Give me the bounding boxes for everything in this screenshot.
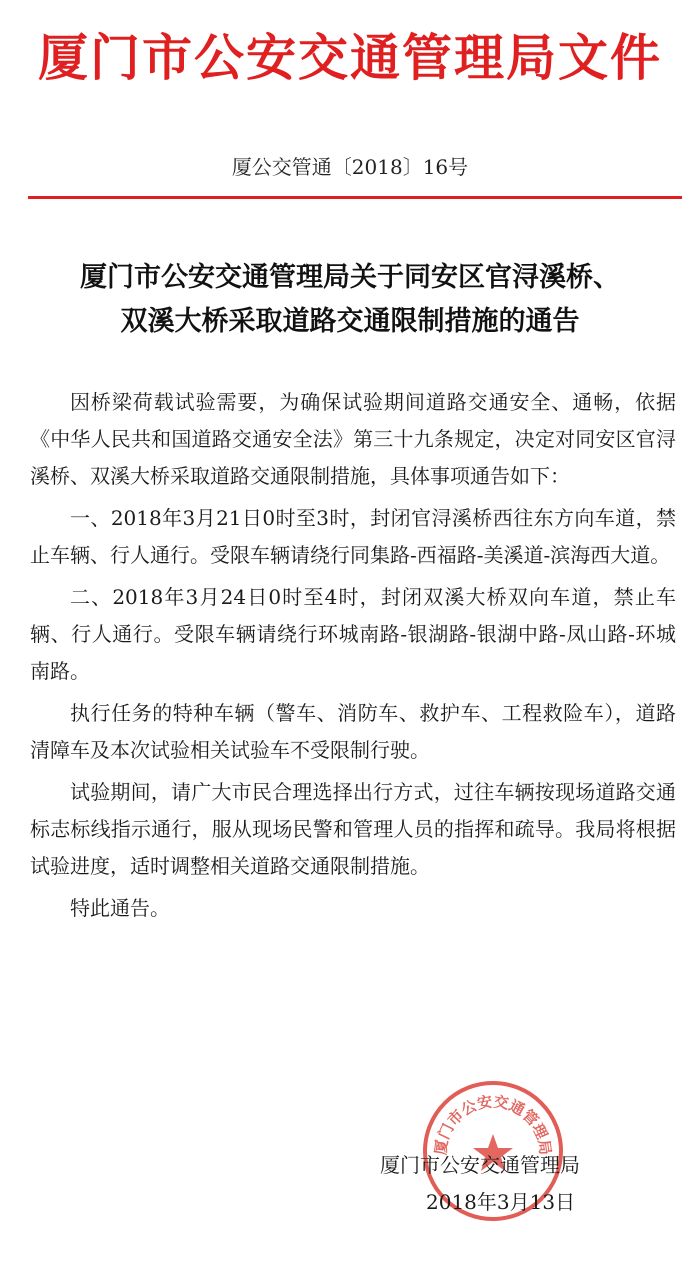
notice-title-line-2: 双溪大桥采取道路交通限制措施的通告 — [120, 306, 580, 337]
paragraph-intro: 因桥梁荷载试验需要，为确保试验期间道路交通安全、通畅，依据《中华人民共和国道路交通安全法》第三十九条规定，决定对同安区官浔溪桥、双溪大桥采取道路交通限制措施，具体事项通告如下： — [30, 390, 676, 488]
signature-organization: 厦门市公安交通管理局 — [380, 1153, 580, 1177]
notice-title-line-1: 厦门市公安交通管理局关于同安区官浔溪桥、 — [80, 262, 620, 293]
notice-body — [30, 384, 676, 932]
document-number: 厦公交管通〔2018〕16号 — [231, 155, 469, 179]
red-divider-line — [28, 196, 682, 199]
paragraph-item-2: 二、2018年3月24日0时至4时，封闭双溪大桥双向车道，禁止车辆、行人通行。受限车辆请绕行环城南路-银湖路-银湖中路-凤山路-环城南路。 — [30, 585, 676, 683]
seal-text: 厦门市公安交通管理局 — [431, 1092, 555, 1156]
paragraph-closing: 特此通告。 — [70, 896, 170, 920]
paragraph-item-1: 一、2018年3月21日0时至3时，封闭官浔溪桥西往东方向车道，禁止车辆、行人通行。受限车辆请绕行同集路-西福路-美溪道-滨海西大道。 — [30, 506, 676, 567]
signature-date: 2018年3月13日 — [426, 1190, 576, 1214]
document-header-title: 厦门市公安交通管理局文件 — [38, 29, 662, 87]
notice-title — [30, 256, 670, 344]
paragraph-advice: 试验期间，请广大市民合理选择出行方式，过往车辆按现场道路交通标志标线指示通行，服从现场民警和管理人员的指挥和疏导。我局将根据试验进度，适时调整相关道路交通限制措施。 — [30, 780, 676, 878]
paragraph-special-vehicles: 执行任务的特种车辆（警车、消防车、救护车、工程救险车），道路清障车及本次试验相关试验车不受限制行驶。 — [30, 701, 676, 762]
